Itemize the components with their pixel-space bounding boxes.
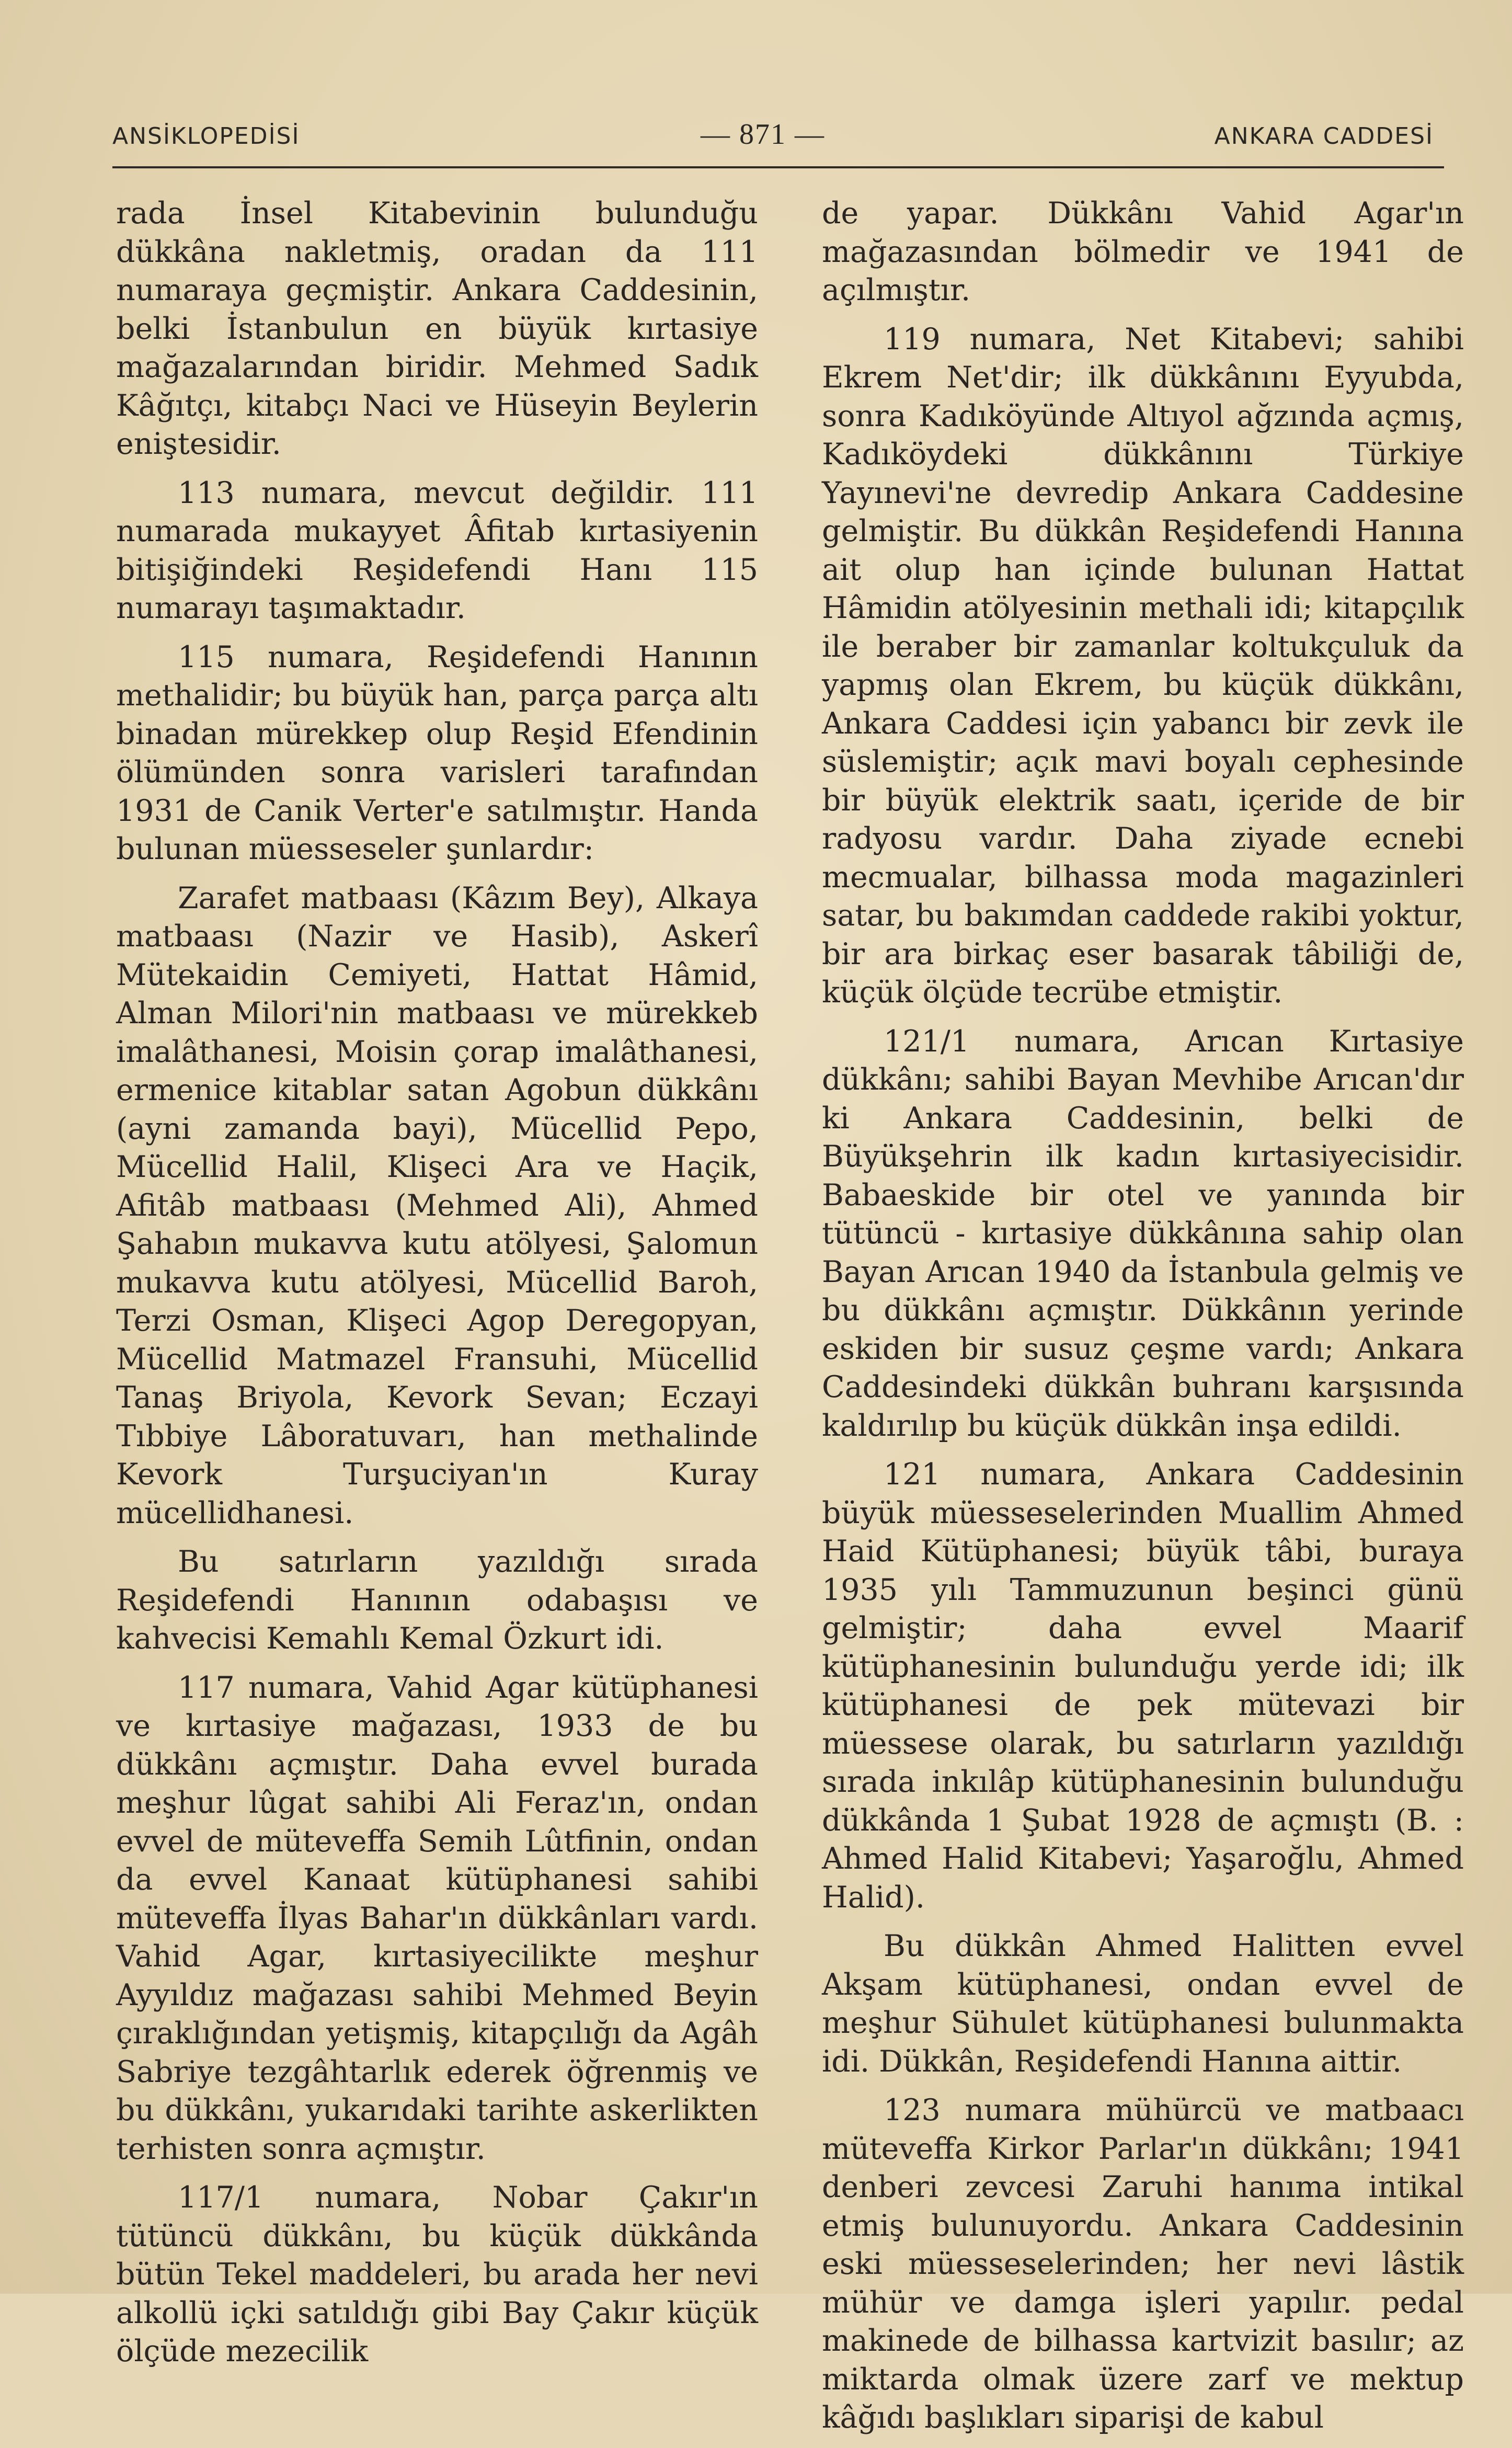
right-column (822, 195, 1464, 2448)
header-rule (112, 166, 1444, 168)
paragraph: Bu dükkân Ahmed Halitten evvel Akşam kütüphanesi, ondan evvel de meşhur Sühulet kütüphanesi bulunmakta idi. Dükkân, Reşidefendi Hanına aittir. (822, 1929, 1464, 2079)
left-column (116, 195, 758, 2382)
running-header (112, 118, 1444, 159)
paragraph: de yapar. Dükkânı Vahid Agar'ın mağazasından bölmedir ve 1941 de açılmıştır. (822, 196, 1464, 307)
paragraph: rada İnsel Kitabevinin bulunduğu dükkâna nakletmiş, oradan da 111 numaraya geçmiştir. Ankara Caddesinin, belki İstanbulun en büyük kırtasiye mağazalarından biridir. Mehmed Sadık Kâğıtçı, kitabçı Naci ve Hüseyin Beylerin eniştesidir. (116, 196, 758, 461)
paragraph: 119 numara, Net Kitabevi; sahibi Ekrem Net'dir; ilk dükkânını Eyyubda, sonra Kadıköyünde Altıyol ağzında açmış, Kadıköydeki dükkânını Türkiye Yayınevi'ne devredip Ankara Caddesine gelmiştir. Bu dükkân Reşidefendi Hanına ait olup han içinde bulunan Hattat Hâmidin atölyesinin methali idi; kitapçılık ile beraber bir zamanlar koltukçuluk da yapmış olan Ekrem, bu küçük dükkânı, Ankara Caddesi için yabancı bir zevk ile süslemiştir; açık mavi boyalı cephesinde bir büyük elektrik saatı, içeride de bir radyosu vardır. Daha ziyade ecnebi mecmualar, bilhassa moda magazinleri satar, bu bakımdan caddede rakibi yoktur, bir ara birkaç eser basarak tâbiliği de, küçük ölçüde tecrübe etmiştir. (822, 322, 1464, 1010)
header-right-title: ANKARA CADDESİ (1214, 123, 1434, 150)
paragraph: 121 numara, Ankara Caddesinin büyük müesseselerinden Muallim Ahmed Haid Kütüphanesi; büyük tâbi, buraya 1935 yılı Tammuzunun beşinci günü gelmiştir; daha evvel Maarif kütüphanesinin bulunduğu yerde idi; ilk kütüphanesi de pek mütevazi bir müessese olarak, bu satırların yazıldığı sırada inkılâp kütüphanesinin bulunduğu dükkânda 1 Şubat 1928 de açmıştı (B. : Ahmed Halid Kitabevi; Yaşaroğlu, Ahmed Halid). (822, 1457, 1464, 1915)
paragraph: 117/1 numara, Nobar Çakır'ın tütüncü dükkânı, bu küçük dükkânda bütün Tekel maddeleri, bu arada her nevi alkollü içki satıldığı gibi Bay Çakır küçük ölçüde mezecilik (116, 2180, 758, 2369)
page-number: — 871 — (701, 118, 825, 151)
header-left-title: ANSİKLOPEDİSİ (112, 123, 300, 150)
paragraph: Zarafet matbaası (Kâzım Bey), Alkaya matbaası (Nazir ve Hasib), Askerî Mütekaidin Cemiyeti, Hattat Hâmid, Alman Milori'nin matbaası ve mürekkeb imalâthanesi, Moisin çorap imalâthanesi, ermenice kitablar satan Agobun dükkânı (ayni zamanda bayi), Mücellid Pepo, Mücellid Halil, Klişeci Ara ve Haçik, Afitâb matbaası (Mehmed Ali), Ahmed Şahabın mukavva kutu atölyesi, Şalomun mukavva kutu atölyesi, Mücellid Baroh, Terzi Osman, Klişeci Agop Deregopyan, Mücellid Matmazel Fransuhi, Mücellid Tanaş Briyola, Kevork Sevan; Eczayi Tıbbiye Lâboratuvarı, han methalinde Kevork Turşuciyan'ın Kuray mücellidhanesi. (116, 880, 758, 1530)
paragraph: Bu satırların yazıldığı sırada Reşidefendi Hanının odabaşısı ve kahvecisi Kemahlı Kemal Özkurt idi. (116, 1545, 758, 1656)
paragraph: 113 numara, mevcut değildir. 111 numarada mukayyet Âfitab kırtasiyenin bitişiğindeki Reşidefendi Hanı 115 numarayı taşımaktadır. (116, 475, 758, 625)
paragraph: 117 numara, Vahid Agar kütüphanesi ve kırtasiye mağazası, 1933 de bu dükkânı açmıştır. Daha evvel burada meşhur lûgat sahibi Ali Feraz'ın, ondan evvel de müteveffa Semih Lûtfinin, ondan da evvel Kanaat kütüphanesi sahibi müteveffa İlyas Bahar'ın dükkânları vardı. Vahid Agar, kırtasiyecilikte meşhur Ayyıldız mağazası sahibi Mehmed Beyin çıraklığından yetişmiş, kitapçılığı da Agâh Sabriye tezgâhtarlık ederek öğrenmiş ve bu dükkânı, yukarıdaki tarihte askerlikten terhisten sonra açmıştır. (116, 1670, 758, 2166)
paragraph: 121/1 numara, Arıcan Kırtasiye dükkânı; sahibi Bayan Mevhibe Arıcan'dır ki Ankara Caddesinin, belki de Büyükşehrin ilk kadın kırtasiyecisidir. Babaeskide bir otel ve yanında bir tütüncü - kırtasiye dükkânına sahip olan Bayan Arıcan 1940 da İstanbula gelmiş ve bu dükkânı açmıştır. Dükkânın yerinde eskiden bir susuz çeşme vardı; Ankara Caddesindeki dükkân buhranı karşısında kaldırılıp bu küçük dükkân inşa edildi. (822, 1024, 1464, 1443)
paragraph: 115 numara, Reşidefendi Hanının methalidir; bu büyük han, parça parça altı binadan mürekkep olup Reşid Efendinin ölümünden sonra varisleri tarafından 1931 de Canik Verter'e satılmıştır. Handa bulunan müesseseler şunlardır: (116, 639, 758, 866)
paragraph: 123 numara mühürcü ve matbaacı müteveffa Kirkor Parlar'ın dükkânı; 1941 denberi zevcesi Zaruhi hanıma intikal etmiş bulunuyordu. Ankara Caddesinin eski müesseselerinden; her nevi lâstik mühür ve damga işleri yapılır. pedal makinede de bilhassa kartvizit basılır; az miktarda olmak üzere zarf ve mektup kâğıdı başlıkları siparişi de kabul (822, 2093, 1464, 2435)
